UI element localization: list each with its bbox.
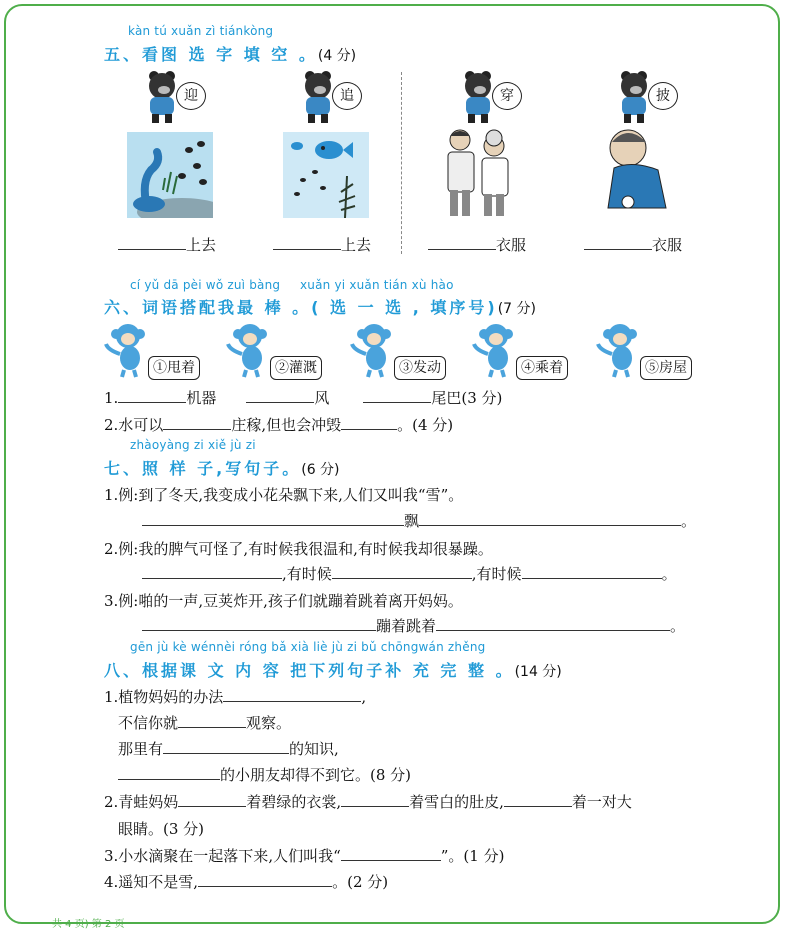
section5-score: (4 分) <box>317 48 357 64</box>
answer-blank[interactable] <box>341 415 397 430</box>
section6-pinyin-a: cí yǔ dā pèi wǒ zuì bàng <box>130 278 281 292</box>
option-1: ①甩着 <box>148 356 200 380</box>
answer-blank[interactable] <box>332 564 472 579</box>
word-text: 尾巴(3 分) <box>431 389 503 407</box>
section5-answer-3 <box>428 234 526 255</box>
monkey-icon <box>596 322 642 378</box>
section6-title <box>104 295 536 318</box>
monkey-icon <box>350 322 396 378</box>
answer-blank[interactable] <box>163 739 289 754</box>
section5-title-text: 五、看图 选 字 填 空 。 <box>104 45 318 64</box>
word-text: 风 <box>314 389 330 407</box>
section5-answer-4 <box>584 234 682 255</box>
word-text: 机器 <box>186 389 217 407</box>
section7-answer-1 <box>142 510 696 531</box>
answer-blank[interactable] <box>419 511 681 526</box>
answer-blank[interactable] <box>142 511 404 526</box>
section8-line-2 <box>118 712 291 733</box>
section7-example-3: 3.例:啪的一声,豆荚炸开,孩子们就蹦着跳着离开妈妈。 <box>104 592 463 610</box>
suffix-text: 衣服 <box>652 236 683 254</box>
q-text: 那里有 <box>118 740 164 758</box>
q-text: 的小朋友却得不到它。(8 分) <box>220 766 412 784</box>
char-bubble-3: 穿 <box>492 82 522 110</box>
q-text: 4.遥知不是雪, <box>104 873 199 891</box>
period: 。 <box>670 617 686 635</box>
section6-score: (7 分) <box>497 301 536 317</box>
section6-q2 <box>104 414 453 435</box>
q-text: ”。(1 分) <box>440 847 505 865</box>
answer-blank[interactable] <box>273 235 341 250</box>
period: 。 <box>681 512 697 530</box>
section6-q1 <box>104 387 502 408</box>
section8-score: (14 分) <box>514 664 562 680</box>
answer-blank[interactable] <box>584 235 652 250</box>
q-text: 2.青蛙妈妈 <box>104 793 179 811</box>
q-text: 。(2 分) <box>332 873 389 891</box>
answer-blank[interactable] <box>178 792 246 807</box>
q-text: 着一对大 <box>571 793 632 811</box>
q-text: 着雪白的肚皮, <box>409 793 504 811</box>
section5-answer-1 <box>118 234 216 255</box>
answer-blank[interactable] <box>118 765 220 780</box>
given-word: 蹦着跳着 <box>376 617 437 635</box>
q-text: 的知识, <box>289 740 339 758</box>
suffix-text: 上去 <box>341 236 372 254</box>
section8-line-8 <box>104 871 388 892</box>
period: 。 <box>661 565 677 583</box>
answer-blank[interactable] <box>504 792 572 807</box>
section8-line-5 <box>104 791 632 812</box>
char-bubble-1: 迎 <box>176 82 206 110</box>
answer-blank[interactable] <box>142 564 282 579</box>
section7-pinyin: zhàoyàng zi xiě jù zi <box>130 438 256 452</box>
section8-title-text: 八、根据课 文 内 容 把下列句子补 充 完 整 。 <box>104 661 515 680</box>
fish-tadpole-illustration <box>283 132 369 218</box>
section7-example-2: 2.例:我的脾气可怪了,有时候我很温和,有时候我却很暴躁。 <box>104 540 493 558</box>
monkey-icon <box>472 322 518 378</box>
section5-pinyin: kàn tú xuǎn zì tiánkòng <box>128 24 274 38</box>
q-text: 3.小水滴聚在一起落下来,人们叫我“ <box>104 847 341 865</box>
answer-blank[interactable] <box>163 415 231 430</box>
section8-line-6: 眼睛。(3 分) <box>118 820 205 838</box>
monkey-icon <box>104 322 150 378</box>
q-number: 1. <box>104 389 119 407</box>
section8-pinyin: gēn jù kè wénnèi róng bǎ xià liè jù zi bǔ chōngwán zhěng <box>130 640 486 654</box>
answer-blank[interactable] <box>522 564 662 579</box>
section7-title <box>104 456 340 479</box>
suffix-text: 上去 <box>186 236 217 254</box>
section5-divider <box>401 72 402 254</box>
section8-line-7 <box>104 845 504 866</box>
q-text: 2.水可以 <box>104 416 164 434</box>
option-5: ⑤房屋 <box>640 356 692 380</box>
q-text: , <box>361 688 367 706</box>
section8-line-4 <box>118 764 411 785</box>
section6-title-text: 六、词语搭配我最 棒 。( 选 一 选 , 填序号) <box>104 298 498 317</box>
section7-example-1: 1.例:到了冬天,我变成小花朵飘下来,人们又叫我“雪”。 <box>104 486 464 504</box>
q-text: 1.植物妈妈的办法 <box>104 688 224 706</box>
section7-score: (6 分) <box>301 462 340 478</box>
section7-title-text: 七、照 样 子,写句子。 <box>104 459 302 478</box>
answer-blank[interactable] <box>142 616 376 631</box>
given-word: ,有时候 <box>471 565 522 583</box>
char-bubble-4: 披 <box>648 82 678 110</box>
answer-blank[interactable] <box>178 713 246 728</box>
answer-blank[interactable] <box>198 872 332 887</box>
answer-blank[interactable] <box>363 388 431 403</box>
q-text: 不信你就 <box>118 714 179 732</box>
coat-boy-illustration <box>592 124 678 218</box>
section5-answer-2 <box>273 234 371 255</box>
answer-blank[interactable] <box>118 235 186 250</box>
char-bubble-2: 追 <box>332 82 362 110</box>
section8-line-3 <box>118 738 339 759</box>
q-text: 。(4 分) <box>397 416 454 434</box>
elderly-couple-illustration <box>436 124 522 218</box>
answer-blank[interactable] <box>436 616 670 631</box>
q-text: 着碧绿的衣裳, <box>246 793 342 811</box>
answer-blank[interactable] <box>223 687 361 702</box>
section7-answer-3 <box>142 615 685 636</box>
given-word: 飘 <box>404 512 420 530</box>
section5-title <box>104 42 356 65</box>
section8-title <box>104 658 562 681</box>
section6-pinyin-b: xuǎn yi xuǎn tián xù hào <box>300 278 454 292</box>
section8-line-1 <box>104 686 366 707</box>
suffix-text: 衣服 <box>496 236 527 254</box>
q-text: 庄稼,但也会冲毁 <box>231 416 342 434</box>
option-4: ④乘着 <box>516 356 568 380</box>
answer-blank[interactable] <box>118 388 186 403</box>
answer-blank[interactable] <box>428 235 496 250</box>
q-text: 观察。 <box>246 714 292 732</box>
tadpole-pond-illustration <box>127 132 213 218</box>
given-word: ,有时候 <box>282 565 332 583</box>
answer-blank[interactable] <box>341 792 409 807</box>
answer-blank[interactable] <box>341 846 441 861</box>
option-3: ③发动 <box>394 356 446 380</box>
answer-blank[interactable] <box>246 388 314 403</box>
page-footer: 共 4 页) 第 2 页 <box>52 919 125 930</box>
monkey-icon <box>226 322 272 378</box>
section7-answer-2 <box>142 563 677 584</box>
option-2: ②灌溉 <box>270 356 322 380</box>
